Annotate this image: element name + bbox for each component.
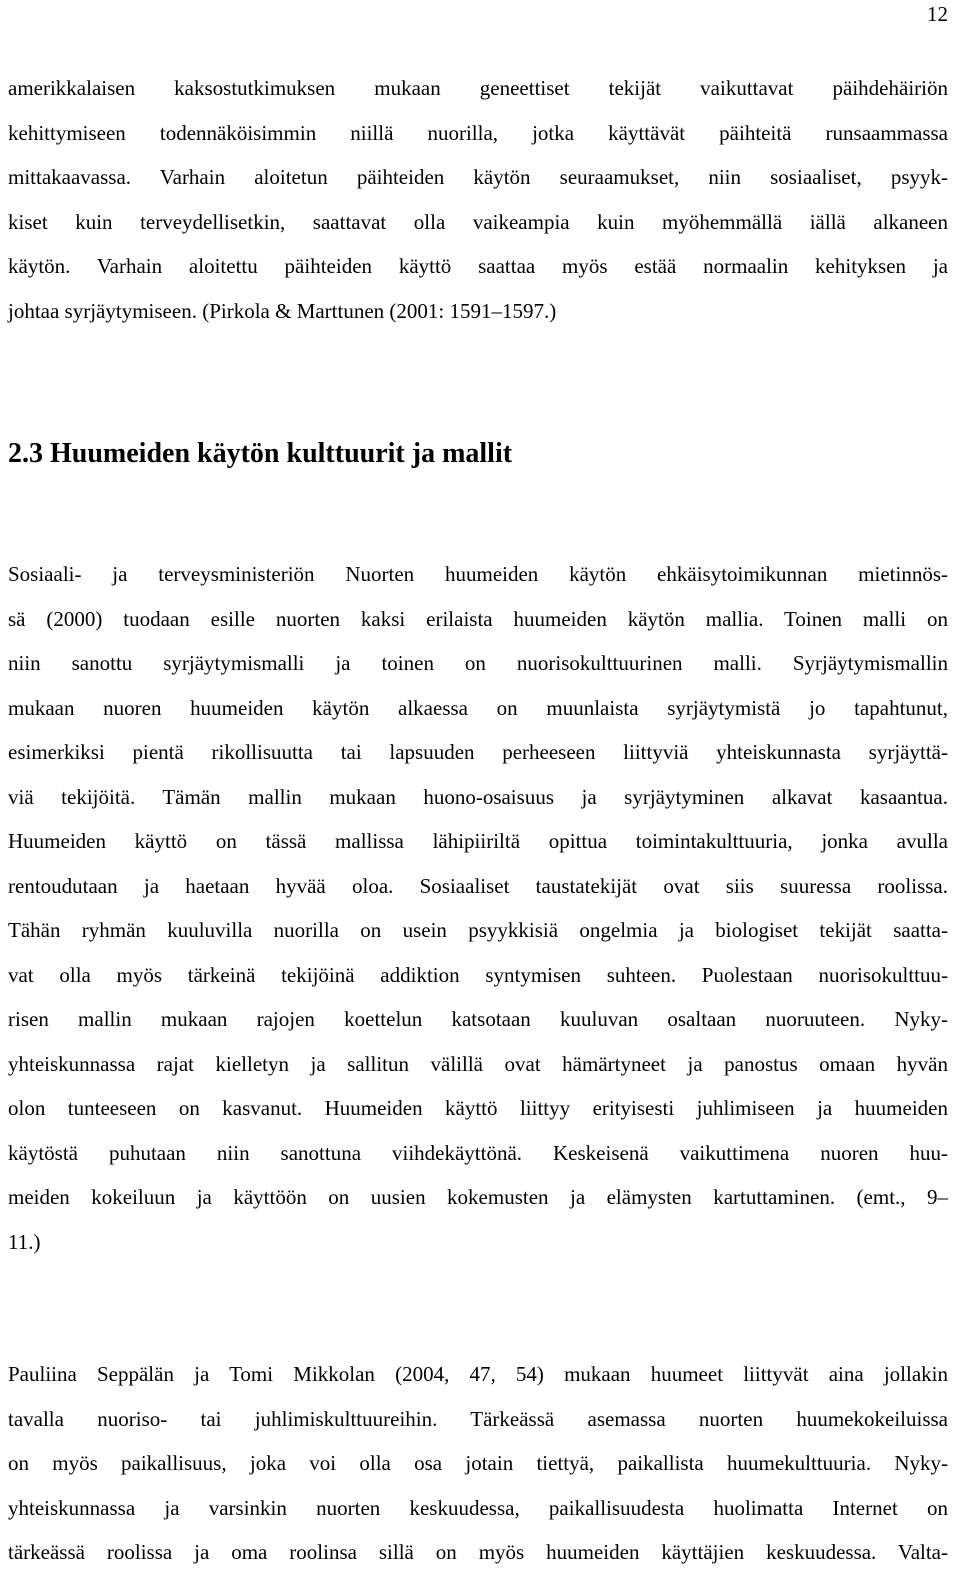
- text-line: yhteiskunnassa ja varsinkin nuorten keskuudessa, paikallisuudesta huolimatta Internet on: [8, 1495, 948, 1520]
- text-line: mukaan nuoren huumeiden käytön alkaessa on muunlaista syrjäytymistä jo tapahtunut,: [8, 695, 948, 720]
- text-line: vat olla myös tärkeinä tekijöinä addiktion syntymisen suhteen. Puolestaan nuorisokulttuu-: [8, 962, 948, 987]
- text-line: käytöstä puhutaan niin sanottuna viihdekäyttönä. Keskeisenä vaikuttimena nuoren huu-: [8, 1140, 948, 1165]
- text-line: Sosiaali- ja terveysministeriön Nuorten huumeiden käytön ehkäisytoimikunnan mietinnös-: [8, 562, 948, 586]
- text-line: Tähän ryhmän kuuluvilla nuorilla on usein psyykkisiä ongelmia ja biologiset tekijät saatta-: [8, 918, 948, 942]
- text-line: risen mallin mukaan rajojen koettelun katsotaan kuuluvan osaltaan nuoruuteen. Nyky-: [8, 1007, 948, 1031]
- section-heading: 2.3 Huumeiden käytön kulttuurit ja mallit: [8, 438, 513, 469]
- text-line: olon tunteeseen on kasvanut. Huumeiden käyttö liittyy erityisesti juhlimiseen ja huumeiden: [8, 1096, 948, 1120]
- text-line: niin sanottu syrjäytymismalli ja toinen on nuorisokulttuurinen malli. Syrjäytymismallin: [8, 651, 948, 675]
- text-line: mittakaavassa. Varhain aloitetun päihteiden käytön seuraamukset, niin sosiaaliset, psyyk-: [8, 165, 948, 189]
- text-line: käytön. Varhain aloitettu päihteiden käyttö saattaa myös estää normaalin kehityksen ja: [8, 254, 948, 278]
- text-line: sä (2000) tuodaan esille nuorten kaksi erilaista huumeiden käytön mallia. Toinen malli on: [8, 606, 948, 631]
- text-line: Pauliina Seppälän ja Tomi Mikkolan (2004, 47, 54) mukaan huumeet liittyvät aina jollakin: [8, 1362, 948, 1386]
- text-line: amerikkalaisen kaksostutkimuksen mukaan geneettiset tekijät vaikuttavat päihdehäiriön: [8, 76, 948, 100]
- text-line: 11.): [8, 1229, 41, 1254]
- text-line: esimerkiksi pientä rikollisuutta tai lapsuuden perheeseen liittyviä yhteiskunnasta syrjäyttä-: [8, 740, 948, 764]
- text-line: kiset kuin terveydellisetkin, saattavat olla vaikeampia kuin myöhemmällä iällä alkaneen: [8, 209, 948, 234]
- text-line: Huumeiden käyttö on tässä mallissa lähipiiriltä opittua toimintakulttuuria, jonka avulla: [8, 829, 948, 853]
- text-line: kehittymiseen todennäköisimmin niillä nuorilla, jotka käyttävät päihteitä runsaammassa: [8, 120, 948, 145]
- text-line: meiden kokeiluun ja käyttöön on uusien kokemusten ja elämysten kartuttaminen. (emt., 9–: [8, 1185, 948, 1209]
- text-line: on myös paikallisuus, joka voi olla osa jotain tiettyä, paikallista huumekulttuuria. Nyky-: [8, 1451, 948, 1475]
- page-number: 12: [927, 2, 948, 26]
- text-line: johtaa syrjäytymiseen. (Pirkola & Marttunen (2001: 1591–1597.): [8, 298, 557, 323]
- paragraph-drug-use-models: [8, 552, 948, 1264]
- paragraph-intro: [8, 66, 948, 333]
- text-line: tavalla nuoriso- tai juhlimiskulttuureihin. Tärkeässä asemassa nuorten huumekokeiluissa: [8, 1406, 948, 1431]
- text-line: viä tekijöitä. Tämän mallin mukaan huono-osaisuus ja syrjäytyminen alkavat kasaantua.: [8, 784, 948, 809]
- text-line: yhteiskunnassa rajat kielletyn ja sallitun välillä ovat hämärtyneet ja panostus omaan hyvän: [8, 1051, 948, 1076]
- text-line: rentoudutaan ja haetaan hyvää oloa. Sosiaaliset taustatekijät ovat siis suuressa roolissa.: [8, 873, 948, 898]
- text-line: tärkeässä roolissa ja oma roolinsa sillä on myös huumeiden käyttäjien keskuudessa. Valta-: [8, 1540, 948, 1564]
- paragraph-local-culture: [8, 1352, 948, 1575]
